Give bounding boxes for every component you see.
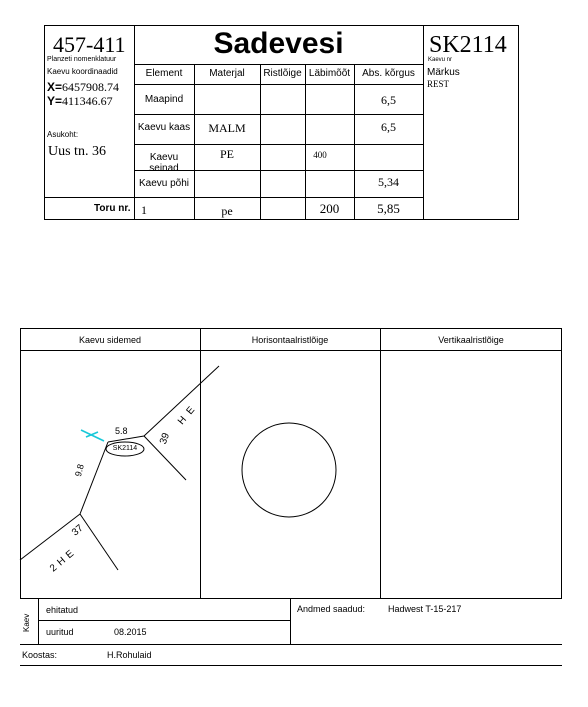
footer-surveyed-label: uuritud xyxy=(46,627,74,637)
footer-author-label: Koostas: xyxy=(22,650,58,660)
nomenclature-value: 457-411 xyxy=(53,32,126,57)
footer-data-value: Hadwest T-15-217 xyxy=(388,604,462,614)
sketch-line-upper-right xyxy=(144,366,219,436)
section-connections-title: Kaevu sidemed xyxy=(78,335,142,345)
coordinates-label: Kaevu koordinaadid xyxy=(47,67,118,76)
header-material: Materjal xyxy=(209,68,245,79)
header-element: Element xyxy=(145,68,183,79)
sketch-dist-top: 5.8 xyxy=(115,426,128,436)
row-element: Kaevu põhi xyxy=(138,178,190,189)
row-diameter: 400 xyxy=(313,150,327,160)
well-number: SK2114 xyxy=(429,32,507,58)
page-title: Sadevesi xyxy=(213,27,344,60)
sketch-label-he: HE xyxy=(176,400,202,428)
pipe-number: 1 xyxy=(141,203,147,217)
section-frame xyxy=(21,329,562,599)
footer-author-value: H.Rohulaid xyxy=(107,650,152,660)
location-value: Uus tn. 36 xyxy=(48,144,106,159)
sketch-line-vertical xyxy=(80,442,108,514)
row-element: Kaevu kaas xyxy=(137,122,191,133)
footer-built-label: ehitatud xyxy=(46,605,79,615)
coordinate-y: Y=411346.67 xyxy=(47,94,113,108)
row-element: Maapind xyxy=(144,94,184,105)
horizontal-section-circle xyxy=(242,423,336,517)
pipe-material: pe xyxy=(221,204,233,218)
pipe-diameter: 200 xyxy=(319,201,340,216)
footer-side-label: Kaev xyxy=(22,613,31,632)
sketch-label-2he: 2HE xyxy=(48,545,80,575)
remarks-value: REST xyxy=(427,79,450,89)
sketch-label-39: 39 xyxy=(158,431,173,446)
well-number-label: Kaevu nr xyxy=(428,57,453,63)
row-material: MALM xyxy=(208,121,246,135)
location-label: Asukoht: xyxy=(47,130,79,139)
nomenclature-label: Planzeti nomenklatuur xyxy=(47,56,117,63)
sketch-line-top xyxy=(108,436,144,442)
row-elevation: 6,5 xyxy=(381,120,396,134)
footer-surveyed-date: 08.2015 xyxy=(114,627,147,637)
header-diameter: Läbimõõt xyxy=(308,68,351,79)
header-cross: Ristlõige xyxy=(263,68,302,79)
sketch-accent-arrow xyxy=(81,430,104,441)
header-elevation: Abs. kõrgus xyxy=(362,68,415,79)
row-element: Kaevu seinad xyxy=(149,152,179,174)
sketch-label-37: 37 xyxy=(70,522,86,539)
row-material: PE xyxy=(219,147,234,161)
coordinate-x: X=6457908.74 xyxy=(47,80,120,94)
header-remarks: Märkus xyxy=(427,67,460,78)
footer-data-label: Andmed saadud: xyxy=(297,604,366,614)
sketch-dist-left: 9.8 xyxy=(73,462,86,478)
pipe-label: Toru nr. xyxy=(94,203,131,214)
sketch-line-lower-down xyxy=(80,514,118,570)
section-vertical-title: Vertikaalristlõige xyxy=(438,335,504,345)
section-horizontal-title: Horisontaalristlõige xyxy=(251,335,329,345)
row-elevation: 6,5 xyxy=(381,93,396,107)
sketch-well-label: SK2114 xyxy=(112,445,138,452)
pipe-elevation: 5,85 xyxy=(377,201,400,216)
row-elevation: 5,34 xyxy=(378,175,399,189)
